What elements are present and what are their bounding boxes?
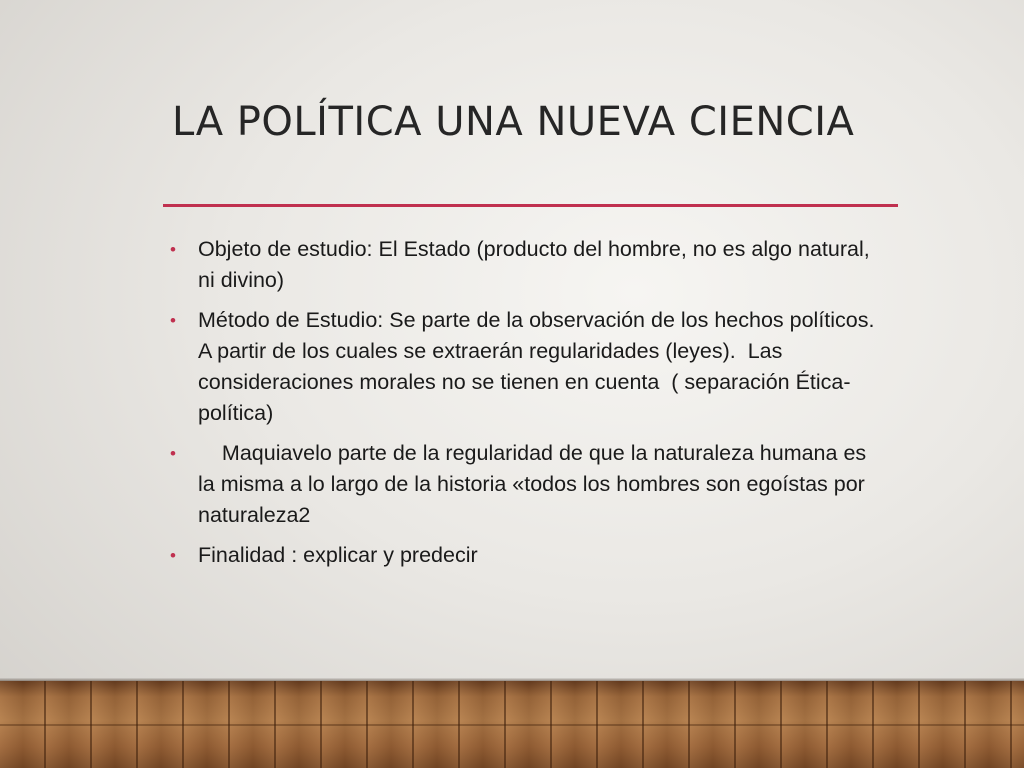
bullet-dot-icon: • [170, 311, 176, 330]
title-underline [163, 204, 898, 207]
floor-seam [0, 724, 1024, 726]
bullet-item-maquiavelo [168, 438, 888, 531]
bullet-text: Maquiavelo parte de la regularidad de que la naturaleza humana es la misma a lo largo de la historia «todos los hombres son egoístas por naturaleza2 [198, 441, 873, 527]
bullet-item-metodo [168, 305, 888, 429]
bullet-item-objeto [168, 234, 888, 296]
bullet-dot-icon: • [170, 240, 176, 259]
bullet-list [168, 234, 888, 580]
bullet-item-finalidad [168, 540, 888, 571]
bullet-dot-icon: • [170, 444, 176, 463]
bullet-text: Finalidad : explicar y predecir [198, 543, 478, 567]
slide-title: LA POLÍTICA UNA NUEVA CIENCIA [172, 99, 855, 145]
bullet-dot-icon: • [170, 546, 176, 565]
bullet-text: Método de Estudio: Se parte de la observación de los hechos políticos. A partir de los cuales se extraerán regularidades (leyes). Las consideraciones morales no se tienen en cuenta ( separación Ética-política) [198, 308, 880, 425]
bullet-text: Objeto de estudio: El Estado (producto del hombre, no es algo natural, ni divino) [198, 237, 876, 292]
